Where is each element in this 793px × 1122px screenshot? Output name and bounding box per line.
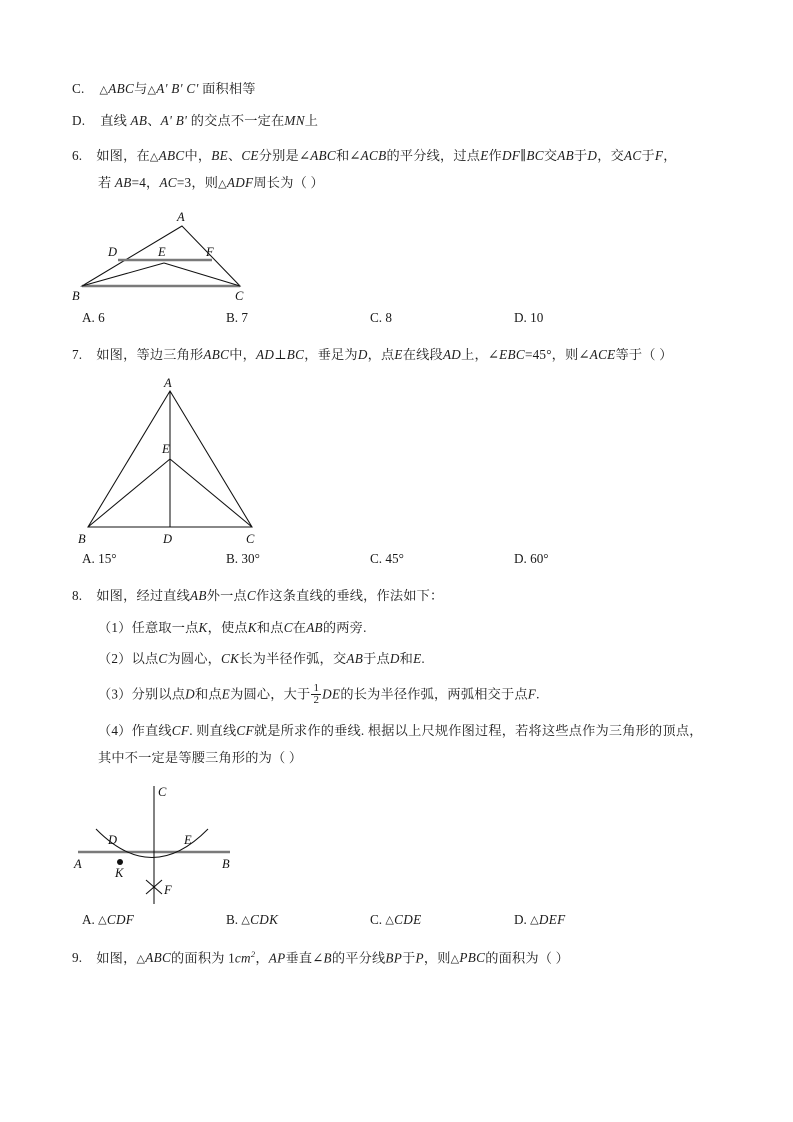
- q6-option-c[interactable]: C. 8: [370, 310, 392, 326]
- q8-t2: 外一点: [206, 588, 247, 604]
- question-9-number: 9.: [72, 950, 83, 966]
- q8-s1-m3: C: [283, 619, 293, 635]
- q9-t8: 的面积为（ ）: [485, 950, 570, 966]
- q8-option-c[interactable]: C. △ CDE: [370, 912, 514, 928]
- q7-m3: BC: [286, 347, 305, 363]
- question-9-stem-line-1: [72, 950, 722, 965]
- q6-t8: ∥: [520, 148, 527, 164]
- q6-m8: BC: [526, 148, 544, 164]
- fig8-label-B: B: [222, 856, 230, 871]
- q6-m9: AB: [557, 148, 574, 164]
- figure-question-6: [72, 208, 722, 304]
- q8-m2: C: [246, 588, 257, 604]
- q7-m6: AD: [442, 347, 462, 363]
- q6b-t2: =4，: [131, 175, 160, 191]
- q8-s2-m1: C: [158, 650, 168, 666]
- q8-s4-label: （4）: [98, 723, 132, 739]
- fig8-label-C: C: [158, 784, 167, 799]
- figure-question-8: [72, 782, 722, 910]
- question-8-options: [72, 912, 722, 928]
- q6-t12: 于: [641, 148, 655, 164]
- q7-option-a[interactable]: A. 15°: [82, 551, 117, 567]
- q6-t3: 、: [227, 148, 242, 164]
- fig7-label-C: C: [246, 532, 255, 547]
- q8-s2-t3: 长为半径作弧，交: [239, 650, 347, 666]
- option-c-triangle-1: △ ABC: [100, 81, 135, 96]
- fig8-label-F: F: [164, 882, 172, 897]
- q9-t3: ，: [255, 950, 269, 966]
- q7-t5: ，点: [367, 347, 395, 363]
- fraction-numerator: 1: [313, 682, 320, 695]
- q6-m12: F: [654, 148, 664, 164]
- q7-t7: 上，∠: [461, 347, 500, 363]
- fig6-label-F: F: [206, 245, 214, 260]
- q6-m11: AC: [623, 148, 642, 164]
- question-8-step-1: [72, 621, 722, 634]
- q6-t11: ，交: [597, 148, 624, 164]
- q6-t2: 中，: [184, 148, 212, 164]
- question-7-options: [72, 551, 722, 567]
- question-8-step-3: [72, 683, 722, 706]
- q8-s4-t1: 作直线: [131, 723, 172, 739]
- q8-s1-m4: AB: [306, 619, 323, 635]
- q8-s1-t3: 和点: [256, 619, 284, 635]
- fig7-label-A: A: [164, 376, 172, 391]
- q7-m7: EBC: [499, 347, 525, 363]
- q8-s3-m2: E: [221, 686, 231, 702]
- q8-t1: 如图，经过直线: [96, 588, 191, 604]
- question-6-stem-line-2: [72, 176, 722, 190]
- fig6-label-D: D: [108, 245, 118, 260]
- q9-m1: △ ABC: [136, 950, 171, 965]
- q7-t8: =45°，则∠: [524, 347, 590, 363]
- q6-m5: ACB: [360, 148, 387, 164]
- q6-option-b[interactable]: B. 7: [226, 310, 248, 326]
- question-8-step-2: [72, 652, 722, 665]
- q9-t7: ，则: [423, 950, 451, 966]
- q9-t6: 于: [402, 950, 416, 966]
- q7-t6: 在线段: [402, 347, 443, 363]
- q6-m1: △ ABC: [150, 148, 185, 163]
- fig8-label-D: D: [108, 832, 118, 847]
- fig8-label-K: K: [115, 865, 124, 880]
- option-c-text-after: 面积相等: [202, 81, 256, 96]
- q9-m3: B: [323, 950, 332, 966]
- q8-s4-m2: CF: [236, 723, 254, 739]
- q6-t9: 交: [543, 148, 558, 164]
- q7-option-d[interactable]: D. 60°: [514, 551, 549, 567]
- q8-m1: AB: [190, 588, 207, 604]
- q8-s3-m1: D: [185, 686, 195, 702]
- q8-s2-t5: 和: [399, 650, 414, 666]
- q6b-t3: =3，则: [176, 175, 219, 191]
- option-d-seg-ab: AB: [130, 113, 148, 128]
- q8-option-d[interactable]: D. △ DEF: [514, 912, 658, 928]
- option-d-marker: D.: [72, 113, 86, 128]
- question-8-stem-line-1: [72, 589, 722, 602]
- q8-s3-t1: 分别以点: [131, 686, 186, 702]
- q8-s2-m4: D: [389, 650, 400, 666]
- option-c-triangle-2: △ A' B' C': [147, 81, 198, 96]
- q9-m4: BP: [385, 950, 403, 966]
- q8-s3-m3: DE: [322, 686, 341, 702]
- q8-s3-t4: 的长为半径作弧，两弧相交于点: [340, 686, 528, 702]
- q8-s1-t1: 任意取一点: [131, 619, 199, 635]
- q9-unit: cm: [234, 950, 251, 966]
- q7-option-b[interactable]: B. 30°: [226, 551, 260, 567]
- fig8-label-A: A: [74, 856, 82, 871]
- option-d-line: [72, 114, 722, 127]
- q7-t4: ，垂足为: [304, 347, 358, 363]
- q6-t10: 于: [573, 148, 588, 164]
- q8-s2-m5: E: [413, 650, 422, 666]
- q8-s3-m4: F: [527, 686, 537, 702]
- q6b-m2: AC: [159, 175, 177, 191]
- q8-option-b[interactable]: B. △ CDK: [226, 912, 370, 928]
- q9-m2: AP: [268, 950, 286, 966]
- fig8-label-E: E: [184, 832, 192, 847]
- q8-s4-t3: 就是所求作的垂线. 根据以上尺规作图过程，若将这些点作为三角形的顶点，: [253, 723, 703, 739]
- q6b-m3: △ ADF: [218, 175, 253, 190]
- q8-s3-t3: 为圆心，大于: [230, 686, 311, 702]
- q6-option-a[interactable]: A. 6: [82, 310, 105, 326]
- q8-s3-fraction-one-half: [311, 683, 321, 706]
- question-7-stem-line-1: [72, 348, 722, 361]
- q6-t6: 的平分线，过点: [386, 148, 481, 164]
- fig7-label-E: E: [162, 442, 170, 457]
- q7-t9: 等于（ ）: [615, 347, 673, 363]
- q9-m6: △ PBC: [451, 950, 486, 965]
- q6-t13: ，: [663, 148, 677, 164]
- question-8-step-4: [72, 724, 722, 737]
- q8-s2-t2: 为圆心，: [167, 650, 222, 666]
- question-8-number: 8.: [72, 588, 83, 604]
- fig6-label-A: A: [177, 210, 185, 225]
- q6-m3: CE: [241, 148, 259, 164]
- fig6-label-C: C: [235, 289, 244, 304]
- fig8-point-K: [117, 859, 123, 865]
- option-d-separator: 、: [147, 113, 161, 128]
- q7-t1: 如图，等边三角形: [96, 347, 204, 363]
- option-c-text-before: 与: [134, 81, 148, 96]
- option-d-seg-mn: MN: [284, 113, 305, 128]
- q8-option-a[interactable]: A. △ CDF: [72, 912, 226, 928]
- q8-s2-t4: 于点: [363, 650, 390, 666]
- q9-t5: 的平分线: [331, 950, 386, 966]
- q9-m5: P: [415, 950, 424, 966]
- q7-t2: 中，: [229, 347, 256, 363]
- q9-t1: 如图，: [96, 950, 137, 966]
- q8-s4-m1: CF: [171, 723, 190, 739]
- q6-m6: E: [480, 148, 489, 164]
- q7-m1: ABC: [203, 347, 230, 363]
- fig7-label-D: D: [163, 532, 173, 547]
- q6-option-d[interactable]: D. 10: [514, 310, 544, 326]
- q6-m4: ABC: [310, 148, 337, 164]
- q6-m7: DF: [501, 148, 521, 164]
- q6-t7: 作: [488, 148, 502, 164]
- q8-s4-t2: . 则直线: [189, 723, 237, 739]
- q8-s2-m2: CK: [221, 650, 240, 666]
- q8-s1-t4: 在: [292, 619, 307, 635]
- option-c-line: [72, 82, 722, 96]
- q8-s3-label: （3）: [98, 686, 132, 702]
- q7-t3: ⊥: [274, 347, 287, 363]
- q9-t4: 垂直∠: [285, 950, 324, 966]
- page-content: [72, 82, 722, 965]
- q6b-m1: AB: [114, 175, 132, 191]
- question-6-number: 6.: [72, 148, 83, 164]
- q8-s3-t2: 和点: [194, 686, 222, 702]
- q8-s1-t2: ，使点: [207, 619, 248, 635]
- q8-s1-label: （1）: [98, 619, 132, 635]
- q8-s3-t5: .: [536, 686, 540, 702]
- q8-s2-m3: AB: [346, 650, 364, 666]
- q8-s1-m1: K: [198, 619, 208, 635]
- fig6-label-E: E: [158, 245, 166, 260]
- q8-s2-label: （2）: [98, 650, 132, 666]
- q8-s2-t6: .: [421, 650, 425, 666]
- q6-m2: BE: [211, 148, 228, 164]
- question-6-stem-line-1: [72, 149, 722, 163]
- option-d-mid: 的交点不一定在: [190, 113, 285, 128]
- fig7-label-B: B: [78, 532, 86, 547]
- q6-t1: 如图，在: [96, 148, 150, 164]
- fraction-denominator: 2: [313, 694, 320, 707]
- q8-t3: 作这条直线的垂线，作法如下：: [256, 588, 444, 604]
- question-6-options: [72, 310, 722, 326]
- q6-t5: 和∠: [336, 148, 361, 164]
- q8-s1-t5: 的两旁.: [322, 619, 367, 635]
- q7-m5: E: [394, 347, 403, 363]
- q7-m8: ACE: [589, 347, 616, 363]
- figure-question-7: [72, 376, 722, 549]
- option-d-seg-ab-prime: A' B': [160, 113, 188, 128]
- q6-t4: 分别是∠: [258, 148, 311, 164]
- q7-m2: AD: [256, 347, 275, 363]
- question-8-step-4-tail: 其中不一定是等腰三角形的为（ ）: [98, 749, 303, 765]
- q7-m4: D: [357, 347, 368, 363]
- q7-option-c[interactable]: C. 45°: [370, 551, 404, 567]
- option-c-marker: C.: [72, 81, 85, 96]
- q6-m10: D: [587, 148, 598, 164]
- fig6-label-B: B: [72, 289, 80, 304]
- q6b-t1: 若: [98, 175, 112, 191]
- q9-unit-sup: 2: [250, 948, 256, 959]
- option-d-lead: 直线: [100, 113, 128, 128]
- q8-s2-t1: 以点: [131, 650, 159, 666]
- q9-t2: 的面积为 1: [171, 950, 235, 966]
- option-d-tail: 上: [304, 113, 319, 128]
- q8-s1-m2: K: [247, 619, 257, 635]
- question-7-number: 7.: [72, 347, 83, 363]
- q6b-t4: 周长为（ ）: [253, 175, 324, 191]
